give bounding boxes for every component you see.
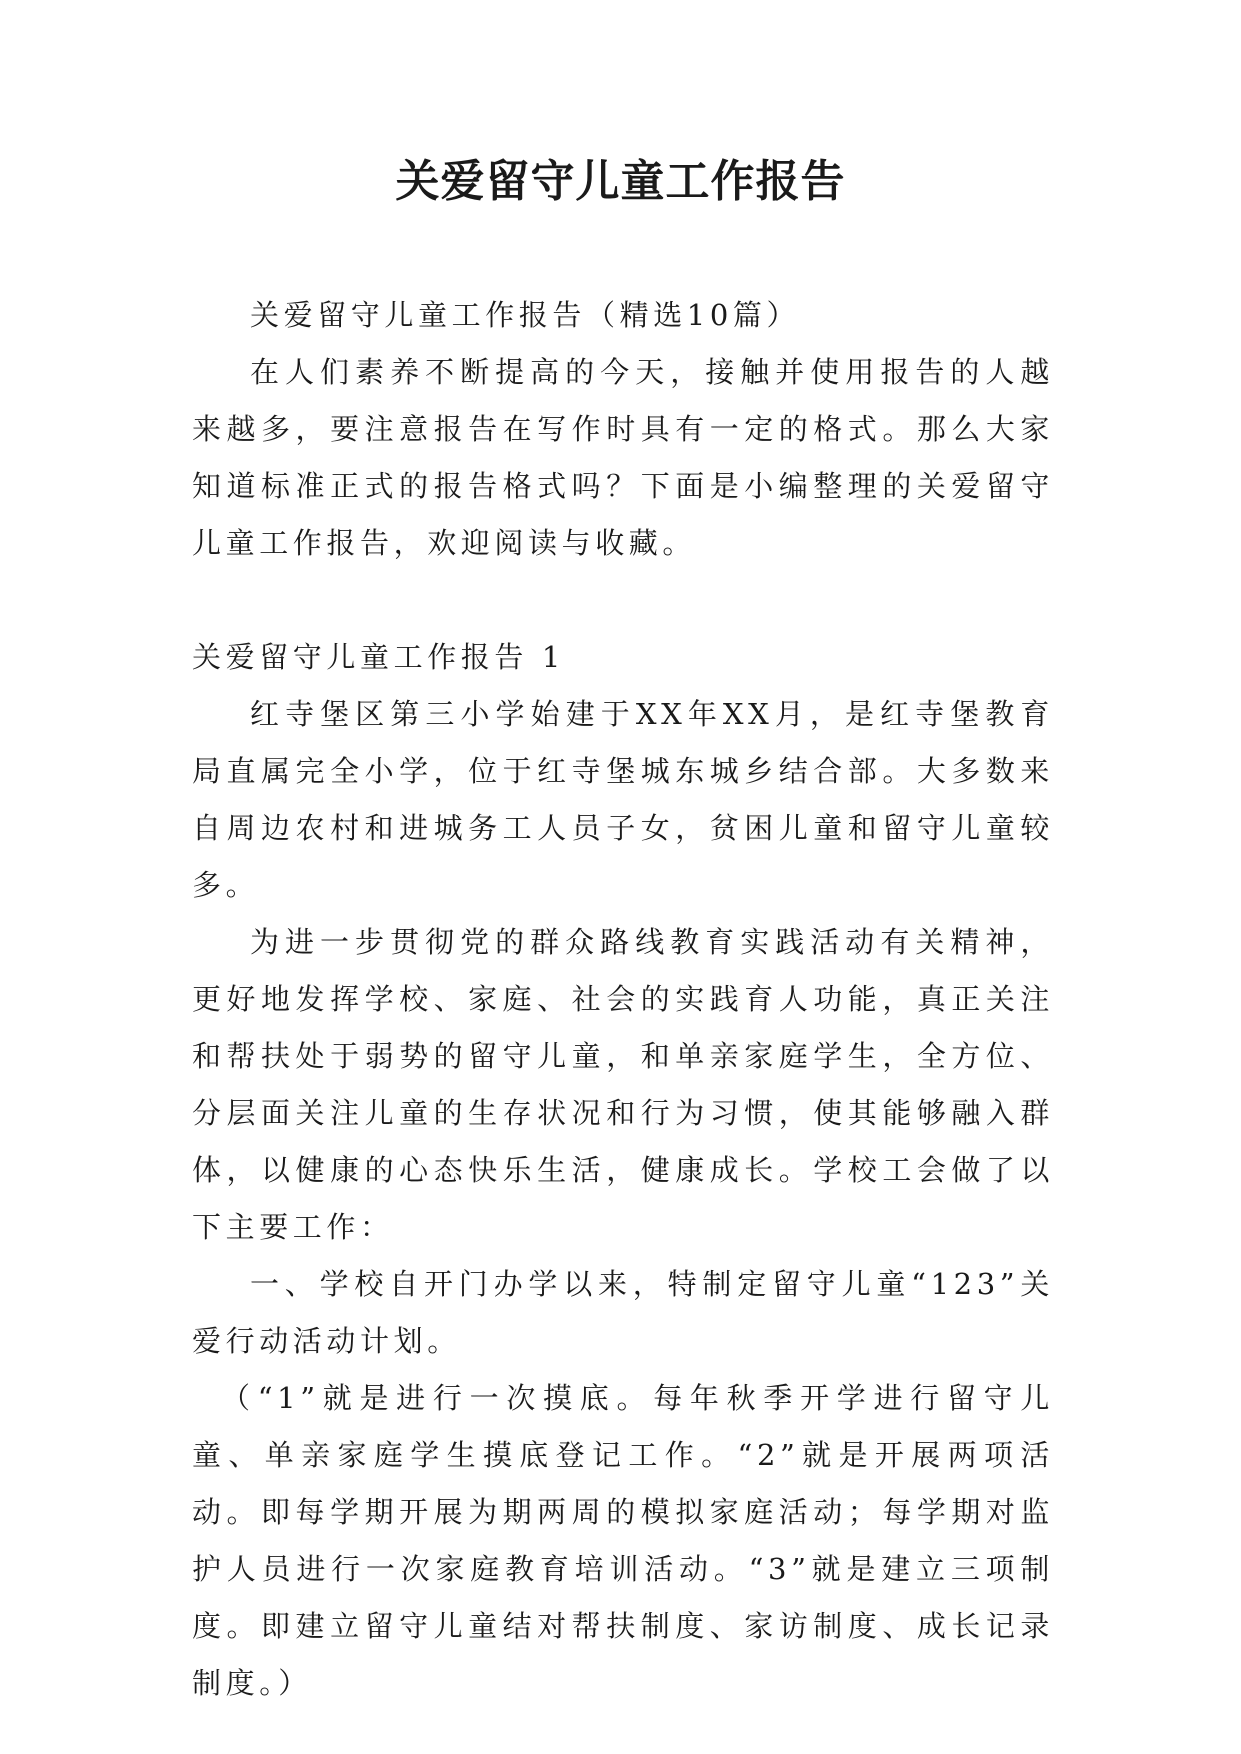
body-paragraph: 一、学校自开门办学以来，特制定留守儿童“123”关爱行动活动计划。 xyxy=(192,1267,1054,1358)
body-paragraph: 红寺堡区第三小学始建于XX年XX月，是红寺堡教育局直属完全小学，位于红寺堡城东城乡结合部。大多数来自周边农村和进城务工人员子女，贫困儿童和留守儿童较多。 xyxy=(192,697,1054,902)
paragraph-spacer xyxy=(192,572,1054,629)
section-heading: 关爱留守儿童工作报告 1 xyxy=(192,640,565,674)
body-paragraph: 为进一步贯彻党的群众路线教育实践活动有关精神，更好地发挥学校、家庭、社会的实践育人功能，真正关注和帮扶处于弱势的留守儿童，和单亲家庭学生，全方位、分层面关注儿童的生存状况和行为习惯，使其能够融入群体，以健康的心态快乐生活，健康成长。学校工会做了以下主要工作： xyxy=(192,925,1054,1244)
document-title: 关爱留守儿童工作报告 xyxy=(395,156,846,207)
document-body xyxy=(192,287,1054,1712)
body-paragraph: （“1”就是进行一次摸底。每年秋季开学进行留守儿童、单亲家庭学生摸底登记工作。“2”就是开展两项活动。即每学期开展为期两周的模拟家庭活动；每学期对监护人员进行一次家庭教育培训活动。“3”就是建立三项制度。即建立留守儿童结对帮扶制度、家访制度、成长记录制度。） xyxy=(192,1381,1054,1700)
intro-paragraph: 在人们素养不断提高的今天，接触并使用报告的人越来越多，要注意报告在写作时具有一定的格式。那么大家知道标准正式的报告格式吗？下面是小编整理的关爱留守儿童工作报告，欢迎阅读与收藏。 xyxy=(192,355,1054,560)
document-subtitle: 关爱留守儿童工作报告（精选10篇） xyxy=(250,298,801,332)
